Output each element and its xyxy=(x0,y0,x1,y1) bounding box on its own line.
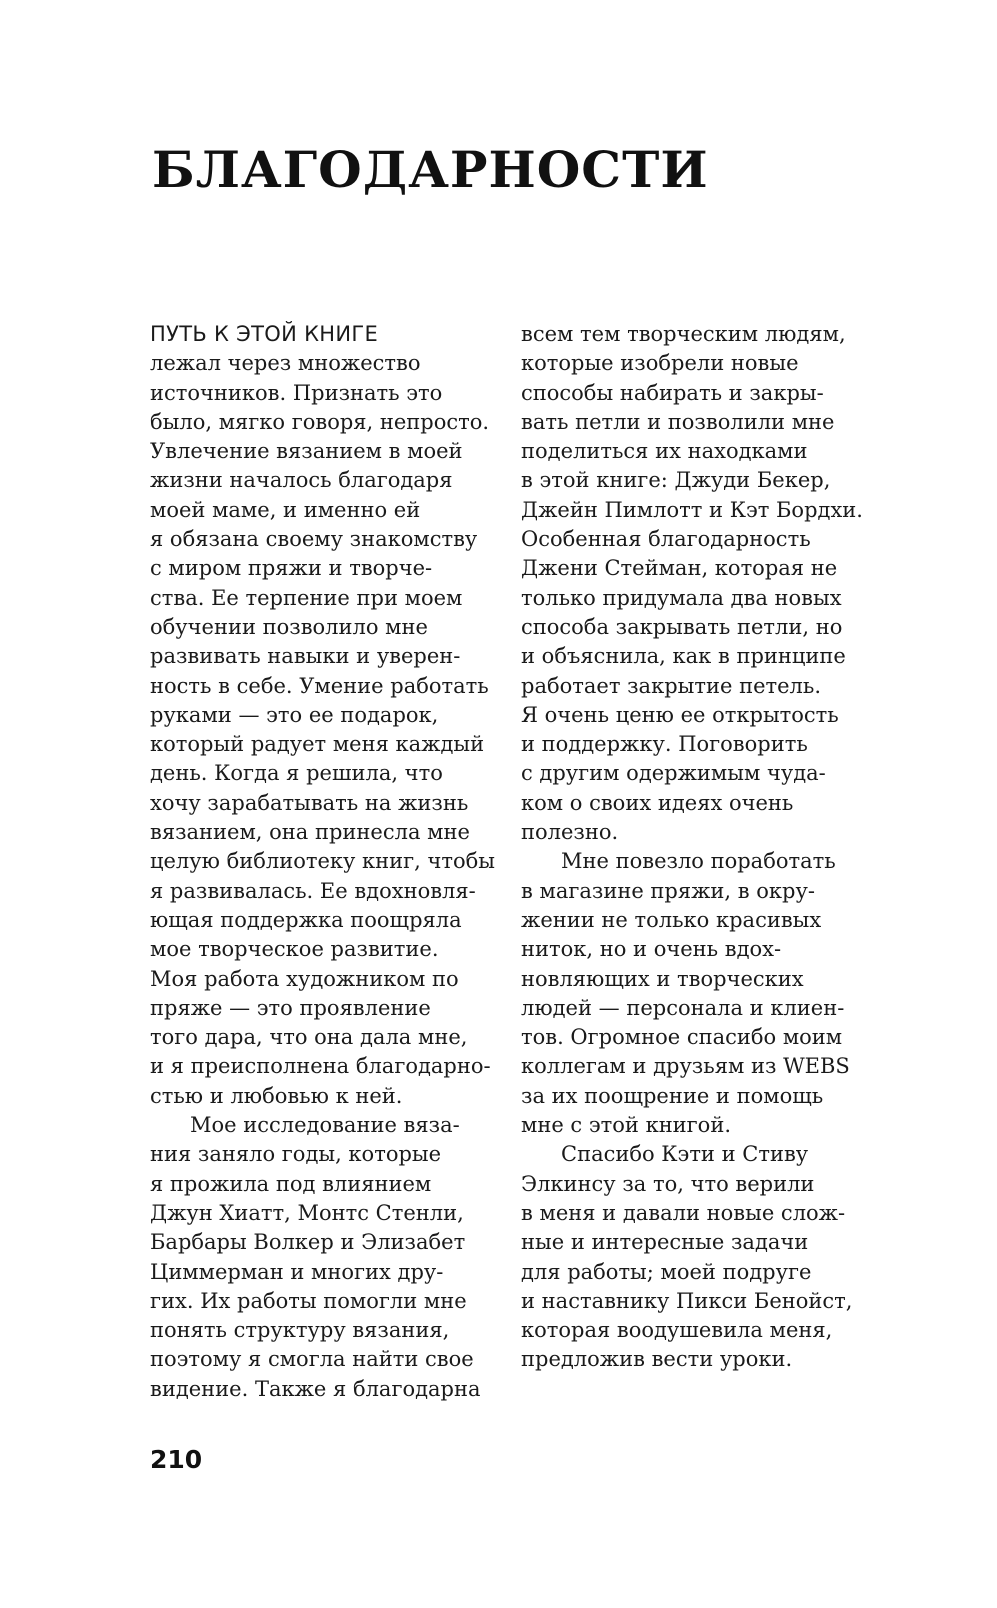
text-line: с другим одержимым чуда- xyxy=(521,761,826,786)
text-line: ность в себе. Умение работать xyxy=(150,673,489,698)
text-line: вать петли и позволили мне xyxy=(521,409,835,434)
text-line: за их поощрение и помощь xyxy=(521,1083,824,1108)
lead-phrase: ПУТЬ К ЭТОЙ КНИГЕ xyxy=(150,322,379,346)
text-line: обучении позволило мне xyxy=(150,614,428,639)
text-line: работает закрытие петель. xyxy=(521,673,821,698)
text-line: гих. Их работы помогли мне xyxy=(150,1288,467,1313)
text-line: ные и интересные задачи xyxy=(521,1230,809,1255)
text-line: мое творческое развитие. xyxy=(150,937,439,962)
text-line: видение. Также я благодарна xyxy=(150,1376,481,1401)
paragraph-start-line: Мне повезло поработать xyxy=(561,849,836,874)
text-line: ства. Ее терпение при моем xyxy=(150,585,463,610)
text-line: всем тем творческим людям, xyxy=(521,322,846,346)
text-line: предложив вести уроки. xyxy=(521,1347,793,1372)
text-line: целую библиотеку книг, чтобы xyxy=(150,849,496,874)
text-line: понять структуру вязания, xyxy=(150,1318,450,1343)
text-line: Моя работа художником по xyxy=(150,966,459,991)
text-line: который радует меня каждый xyxy=(150,732,485,757)
text-line: жении не только красивых xyxy=(521,907,822,932)
text-line: способы набирать и закры- xyxy=(521,380,824,405)
text-line: с миром пряжи и творче- xyxy=(150,556,433,581)
text-line: тов. Огромное спасибо моим xyxy=(521,1025,843,1050)
text-line: пряже — это проявление xyxy=(150,995,431,1020)
text-line: ком о своих идеях очень xyxy=(521,790,794,815)
text-line: для работы; моей подруге xyxy=(521,1259,812,1284)
text-line: вязанием, она принесла мне xyxy=(150,820,470,845)
text-line: Я очень ценю ее открытость xyxy=(521,702,839,727)
text-line: источников. Признать это xyxy=(150,380,443,405)
text-line: Увлечение вязанием в моей xyxy=(150,439,463,464)
text-line: Циммерман и многих дру- xyxy=(150,1259,444,1284)
text-line: лежал через множество xyxy=(150,351,421,376)
text-line: стью и любовью к ней. xyxy=(150,1083,403,1108)
text-line: Джени Стейман, которая не xyxy=(521,556,838,581)
text-line: мне с этой книгой. xyxy=(521,1113,731,1138)
text-line: новляющих и творческих xyxy=(521,966,804,991)
text-line: Элкинсу за то, что верили xyxy=(521,1171,815,1196)
text-line: людей — персонала и клиен- xyxy=(521,995,845,1020)
text-line: которые изобрели новые xyxy=(521,351,799,376)
text-line: полезно. xyxy=(521,820,619,845)
text-line: Барбары Волкер и Элизабет xyxy=(150,1230,466,1255)
text-line: и наставнику Пикси Бенойст, xyxy=(521,1288,853,1313)
text-line: поделиться их находками xyxy=(521,439,808,464)
text-line: Джун Хиатт, Монтс Стенли, xyxy=(150,1200,464,1225)
text-line: в этой книге: Джуди Бекер, xyxy=(521,468,831,493)
text-line: только придумала два новых xyxy=(521,585,842,610)
text-line: способа закрывать петли, но xyxy=(521,614,843,639)
text-line: ния заняло годы, которые xyxy=(150,1142,442,1167)
text-line: в магазине пряжи, в окру- xyxy=(521,878,815,903)
left-text-column xyxy=(150,320,495,1404)
text-line: того дара, что она дала мне, xyxy=(150,1025,468,1050)
text-line: я развивалась. Ее вдохновля- xyxy=(150,878,476,903)
page-number: 210 xyxy=(150,1445,203,1474)
page-title: БЛАГОДАРНОСТИ xyxy=(152,140,709,199)
text-line: ющая поддержка поощряла xyxy=(150,907,462,932)
text-line: поэтому я смогла найти свое xyxy=(150,1347,474,1372)
text-line: я прожила под влиянием xyxy=(150,1171,432,1196)
text-line: хочу зарабатывать на жизнь xyxy=(150,790,469,815)
text-line: развивать навыки и уверен- xyxy=(150,644,461,669)
paragraph-start-line: Спасибо Кэти и Стиву xyxy=(561,1142,809,1167)
text-line: жизни началось благодаря xyxy=(150,468,453,493)
text-line: которая воодушевила меня, xyxy=(521,1318,833,1343)
text-line: Джейн Пимлотт и Кэт Бордхи. xyxy=(521,497,863,522)
text-line: моей маме, и именно ей xyxy=(150,497,421,522)
paragraph-start-line: Мое исследование вяза- xyxy=(190,1113,460,1138)
text-line: и объяснила, как в принципе xyxy=(521,644,846,669)
text-line: в меня и давали новые слож- xyxy=(521,1200,846,1225)
text-line: было, мягко говоря, непросто. xyxy=(150,409,490,434)
text-line: ниток, но и очень вдох- xyxy=(521,937,782,962)
text-line: Особенная благодарность xyxy=(521,527,811,552)
text-line: руками — это ее подарок, xyxy=(150,702,439,727)
text-line: день. Когда я решила, что xyxy=(150,761,443,786)
right-text-column xyxy=(521,320,863,1375)
text-line: и я преисполнена благодарно- xyxy=(150,1054,491,1079)
text-line: и поддержку. Поговорить xyxy=(521,732,808,757)
text-line: я обязана своему знакомству xyxy=(150,527,478,552)
text-line: коллегам и друзьям из WEBS xyxy=(521,1054,850,1079)
